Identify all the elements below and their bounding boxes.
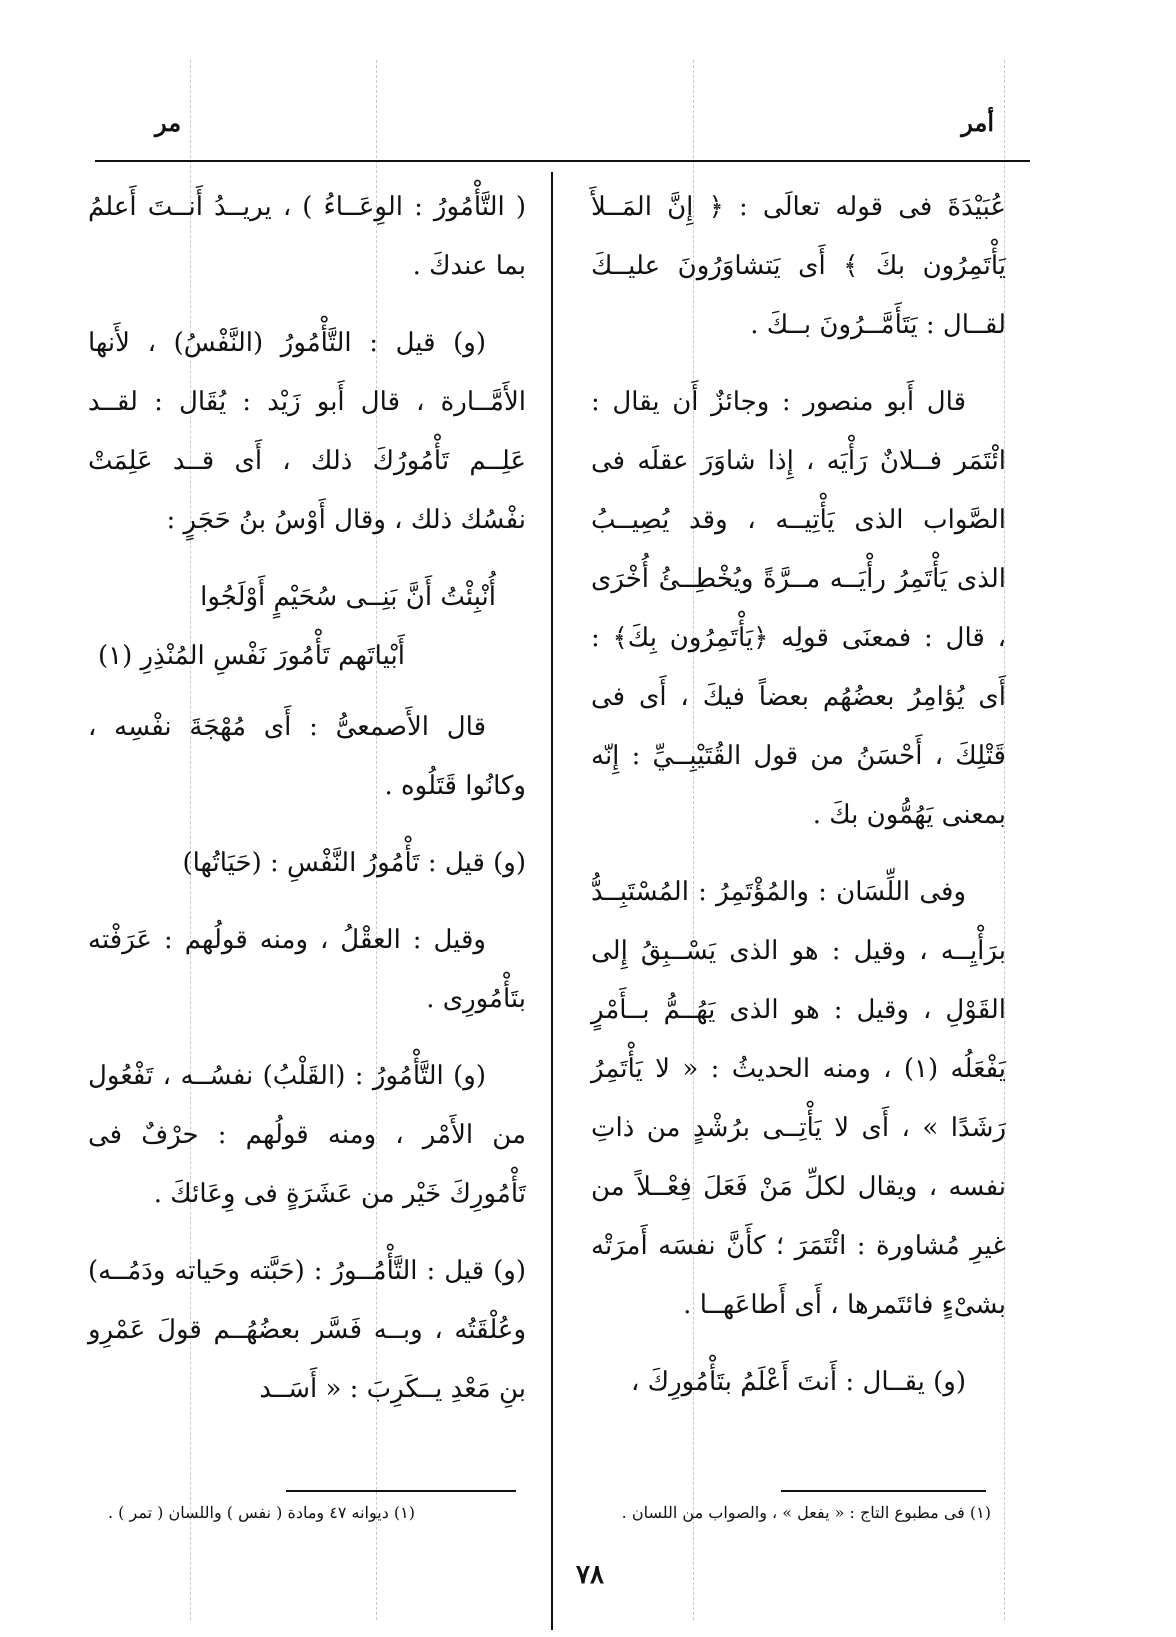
paragraph: (و) قيل : التَّأْمُورُ (النَّفْسُ) ، لأَنها الأَمَّــارة ، قال أَبو زَيْد : يُقَال : لقــد عَلِــم تَأْمُورُكَ ذلك ، أَى قــد عَلِمَتْ نفْسُك ذلك ، وقال أَوْسُ بنُ حَجَرٍ :: [88, 328, 526, 535]
paragraph: عُبَيْدَةَ فى قوله تعالَى : ﴿ إِنَّ المَــلأَ يَأْتَمِرُون بكَ ﴾ أَى يَتشاوَرُونَ عليــكَ لقــال : يَتَأَمَّــرُونَ بــكَ .: [591, 192, 1006, 340]
paragraph: ( التَّأْمُورُ : الوِعَــاءُ ) ، يريــدُ أَنــتَ أَعلمُ بما عندكَ .: [88, 192, 526, 281]
paragraph: قال أَبو منصور : وجائزٌ أَن يقال : ائْتَمَر فــلانٌ رَأْيَه ، إِذا شاوَرَ عقلَه فى الصَّواب الذى يَأْتِيــه ، وقد يُصِيــبُ الذى يَأْتَمِرُ رأْيَــه مــرَّةً ويُخْطِــئُ أُخْرَى ، قال : فمعنَى قولِه ﴿يَأْتَمِرُون بِكَ﴾ : أَى يُؤامِرُ بعضُهُم بعضاً فيكَ ، أَى فى قَتْلِكَ ، أَحْسَنُ من قول القُتَيْبِــيِّ : إِنّه بمعنى يَهُمُّون بكَ .: [591, 387, 1006, 830]
paragraph: (و) التَّأْمُورُ : (القَلْبُ) نفسُــه ، تَفْعُول من الأَمْر ، ومنه قولُهم : حرْفٌ فى تَأْمُورِكَ خَيْر من عَشَرَةٍ فى وِعَائكَ .: [88, 1061, 526, 1209]
left-column: [88, 178, 526, 1437]
footnote: (١) ديوانه ٤٧ ومادة ( نفس ) واللسان ( تمر ) .: [108, 1503, 415, 1522]
paragraph: وقيل : العقْلُ ، ومنه قولُهم : عَرَفْته بتَأْمُورِى .: [88, 925, 526, 1014]
page-number: ٧٨: [576, 1560, 604, 1590]
header-rule: [95, 160, 1030, 162]
footnote-rule: [286, 1490, 516, 1492]
paragraph: وفى اللِّسَان : والمُؤْتَمِرُ : المُسْتَبِــدُّ برَأْيِــه ، وقيل : هو الذى يَسْــبِقُ إِلى القَوْلِ ، وقيل : هو الذى يَهُــمُّ بــأَمْرٍ يَفْعَلُه (١) ، ومنه الحديثُ : « لا يَأْتَمِرُ رَشَدًا » ، أَى لا يَأْتِــى برُشْدٍ من ذاتِ نفسه ، ويقال لكلِّ مَنْ فَعَلَ فِعْــلاً من غيرِ مُشاورة : ائْتَمَرَ ؛ كأَنَّ نفسَه أَمرَتْه بشىْءٍ فائتَمرها ، أَى أَطاعَهــا .: [591, 877, 1006, 1320]
right-column: [591, 178, 1006, 1430]
running-header-right: أمر: [961, 108, 994, 137]
footnote-rule: [781, 1490, 986, 1492]
running-header-left: مر: [155, 108, 182, 137]
verse-hemistich: أُنْبِئْتُ أَنَّ بَنِــى سُحَيْمٍ أَوْلَجُوا: [200, 582, 496, 612]
poetry-verse: [88, 568, 526, 686]
paragraph: (و) يقــال : أَنتَ أَعْلَمُ بتَأْمُورِكَ ،: [630, 1367, 966, 1397]
footnote: (١) فى مطبوع التاج : « يفعل » ، والصواب من اللسان .: [621, 1503, 991, 1522]
column-divider: [551, 172, 553, 1630]
verse-hemistich: أَبْياتَهم تَأْمُورَ نَفْسِ المُنْذِرِ (١): [98, 641, 405, 671]
paragraph: (و) قيل : التَّأْمُــورُ : (حَبَّته وحَياته ودَمُــه) وعُلْقَتُه ، وبــه فَسَّر بعضُهُــم قولَ عَمْرِو بنِ مَعْدِ يــكَرِبَ : « أَسَــد: [88, 1256, 526, 1404]
paragraph: (و) قيل : تَأْمُورُ النَّفْسِ : (حَيَاتُها): [182, 848, 526, 878]
paragraph: قال الأَصمعىُّ : أَى مُهْجَةَ نفْسِه ، وكانُوا قَتَلُوه .: [88, 712, 526, 801]
